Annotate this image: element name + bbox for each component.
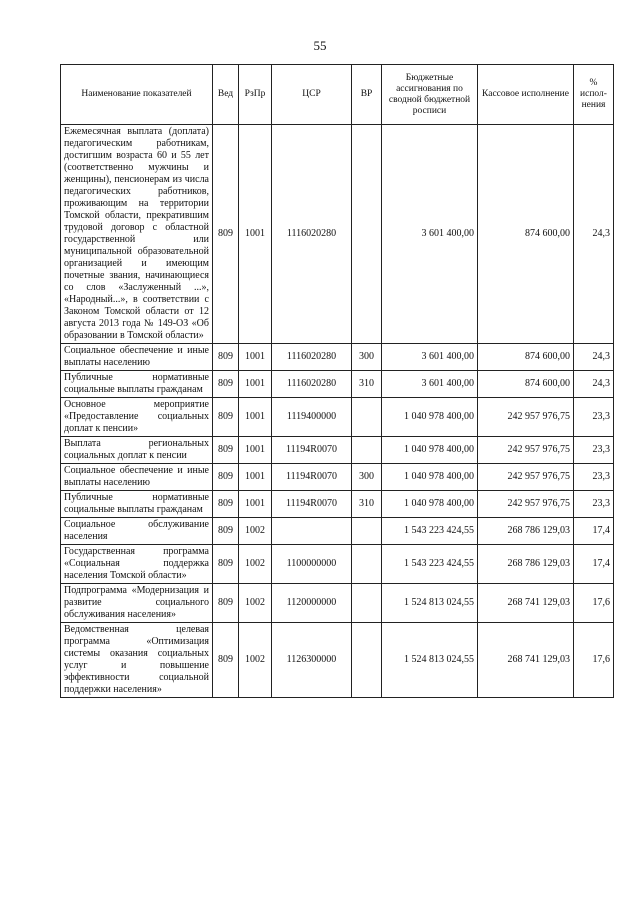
row-name: Публичные нормативные социальные выплаты гражданам	[61, 371, 213, 398]
row-name: Основное мероприятие «Предоставление социальных доплат к пенсии»	[61, 398, 213, 437]
row-budget: 3 601 400,00	[382, 344, 478, 371]
row-name: Выплата региональных социальных доплат к пенсии	[61, 437, 213, 464]
row-vr	[352, 125, 382, 344]
row-percent: 17,6	[574, 623, 614, 698]
row-vr	[352, 437, 382, 464]
row-csr: 11194R0070	[272, 464, 352, 491]
row-rzpr: 1001	[239, 125, 272, 344]
row-cash: 874 600,00	[478, 371, 574, 398]
row-budget: 1 040 978 400,00	[382, 437, 478, 464]
row-budget: 1 040 978 400,00	[382, 491, 478, 518]
row-rzpr: 1001	[239, 344, 272, 371]
row-cash: 268 741 129,03	[478, 623, 574, 698]
row-percent: 24,3	[574, 125, 614, 344]
table-row	[61, 398, 614, 437]
row-budget: 1 524 813 024,55	[382, 584, 478, 623]
page-number: 55	[313, 38, 327, 53]
table-row	[61, 437, 614, 464]
row-ved: 809	[213, 545, 239, 584]
row-percent: 17,4	[574, 518, 614, 545]
row-ved: 809	[213, 125, 239, 344]
row-rzpr: 1001	[239, 437, 272, 464]
row-vr	[352, 398, 382, 437]
row-csr: 1119400000	[272, 398, 352, 437]
row-csr: 1126300000	[272, 623, 352, 698]
row-budget: 1 040 978 400,00	[382, 398, 478, 437]
row-vr	[352, 518, 382, 545]
row-vr: 300	[352, 344, 382, 371]
row-cash: 268 786 129,03	[478, 545, 574, 584]
row-percent: 23,3	[574, 491, 614, 518]
table-row	[61, 371, 614, 398]
header-percent: % испол-нения	[574, 65, 614, 125]
row-ved: 809	[213, 464, 239, 491]
row-csr: 1116020280	[272, 371, 352, 398]
row-vr: 310	[352, 491, 382, 518]
row-ved: 809	[213, 344, 239, 371]
row-csr: 11194R0070	[272, 491, 352, 518]
row-vr: 310	[352, 371, 382, 398]
row-ved: 809	[213, 371, 239, 398]
row-percent: 24,3	[574, 344, 614, 371]
row-percent: 23,3	[574, 437, 614, 464]
row-name: Государственная программа «Социальная поддержка населения Томской области»	[61, 545, 213, 584]
table-row	[61, 584, 614, 623]
header-vr: ВР	[352, 65, 382, 125]
header-budget: Бюджетные ассигнования по сводной бюджетной росписи	[382, 65, 478, 125]
row-csr: 1100000000	[272, 545, 352, 584]
table-row	[61, 623, 614, 698]
budget-table	[60, 64, 614, 698]
row-rzpr: 1001	[239, 464, 272, 491]
row-percent: 23,3	[574, 398, 614, 437]
row-csr: 1120000000	[272, 584, 352, 623]
row-percent: 24,3	[574, 371, 614, 398]
row-cash: 242 957 976,75	[478, 491, 574, 518]
row-name: Ведомственная целевая программа «Оптимизация системы оказания социальных услуг и повышение эффективности социальной поддержки населения»	[61, 623, 213, 698]
row-cash: 268 786 129,03	[478, 518, 574, 545]
header-csr: ЦСР	[272, 65, 352, 125]
row-name: Подпрограмма «Модернизация и развитие социального обслуживания населения»	[61, 584, 213, 623]
row-rzpr: 1002	[239, 623, 272, 698]
row-name: Социальное обслуживание населения	[61, 518, 213, 545]
row-budget: 1 524 813 024,55	[382, 623, 478, 698]
table-header-row	[61, 65, 614, 125]
header-rzpr: РзПр	[239, 65, 272, 125]
row-budget: 3 601 400,00	[382, 125, 478, 344]
row-name: Социальное обеспечение и иные выплаты населению	[61, 464, 213, 491]
row-rzpr: 1001	[239, 491, 272, 518]
row-rzpr: 1001	[239, 398, 272, 437]
header-ved: Вед	[213, 65, 239, 125]
row-vr	[352, 623, 382, 698]
row-ved: 809	[213, 584, 239, 623]
row-percent: 23,3	[574, 464, 614, 491]
row-csr: 11194R0070	[272, 437, 352, 464]
row-percent: 17,6	[574, 584, 614, 623]
row-percent: 17,4	[574, 545, 614, 584]
row-ved: 809	[213, 398, 239, 437]
row-rzpr: 1001	[239, 371, 272, 398]
row-ved: 809	[213, 437, 239, 464]
table-row	[61, 491, 614, 518]
row-name: Публичные нормативные социальные выплаты гражданам	[61, 491, 213, 518]
row-budget: 1 543 223 424,55	[382, 545, 478, 584]
row-cash: 242 957 976,75	[478, 398, 574, 437]
row-name: Ежемесячная выплата (доплата) педагогическим работникам, достигшим возраста 60 и 55 лет (соответственно мужчины и женщины), пенсионерам из числа педагогических работников, проживающим на территории Томской области, прекратившим трудовой договор с областной государственной или муниципальной образовательной организацией и имеющим почетные звания, начинающиеся со слов «Заслуженный ...», «Народный...», в соответствии с Законом Томской области от 12 августа 2013 года № 149-ОЗ «Об образовании в Томской области»	[61, 125, 213, 344]
row-csr: 1116020280	[272, 344, 352, 371]
table-row	[61, 464, 614, 491]
table-row	[61, 125, 614, 344]
row-cash: 874 600,00	[478, 125, 574, 344]
table-row	[61, 344, 614, 371]
row-cash: 242 957 976,75	[478, 464, 574, 491]
row-csr	[272, 518, 352, 545]
table-row	[61, 545, 614, 584]
row-budget: 1 040 978 400,00	[382, 464, 478, 491]
row-name: Социальное обеспечение и иные выплаты населению	[61, 344, 213, 371]
row-budget: 1 543 223 424,55	[382, 518, 478, 545]
row-rzpr: 1002	[239, 545, 272, 584]
row-csr: 1116020280	[272, 125, 352, 344]
row-vr	[352, 584, 382, 623]
row-ved: 809	[213, 623, 239, 698]
row-cash: 268 741 129,03	[478, 584, 574, 623]
row-rzpr: 1002	[239, 584, 272, 623]
row-ved: 809	[213, 518, 239, 545]
row-rzpr: 1002	[239, 518, 272, 545]
row-cash: 242 957 976,75	[478, 437, 574, 464]
row-ved: 809	[213, 491, 239, 518]
row-budget: 3 601 400,00	[382, 371, 478, 398]
row-vr	[352, 545, 382, 584]
table-row	[61, 518, 614, 545]
header-name: Наименование показателей	[61, 65, 213, 125]
header-cash: Кассовое исполнение	[478, 65, 574, 125]
row-vr: 300	[352, 464, 382, 491]
row-cash: 874 600,00	[478, 344, 574, 371]
